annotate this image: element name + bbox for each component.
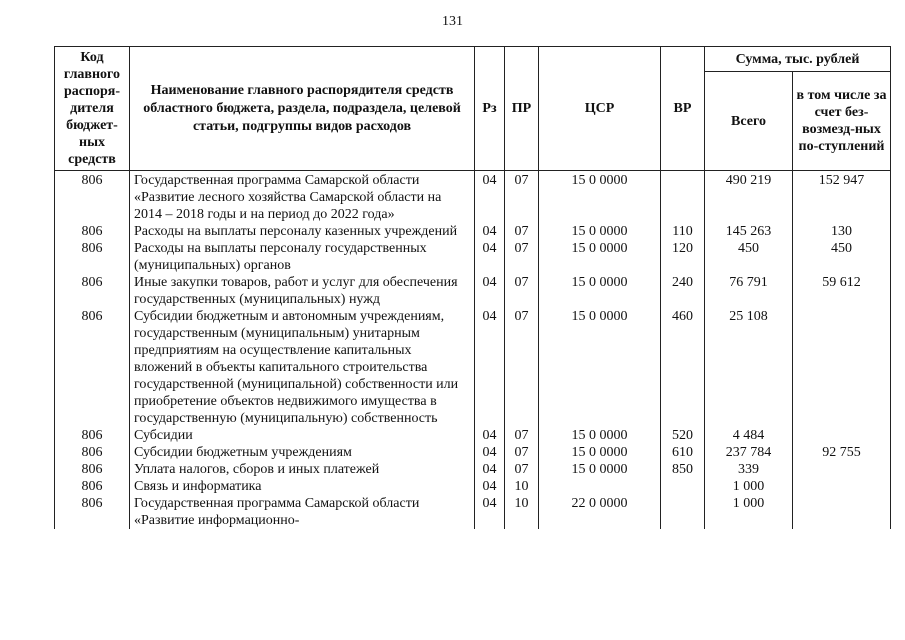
header-pr: ПР [505, 47, 539, 171]
header-sum-group: Сумма, тыс. рублей [705, 47, 891, 72]
row-total: 145 263 [705, 223, 793, 240]
row-rz: 04 [475, 495, 505, 529]
row-name: Уплата налогов, сборов и иных платежей [130, 461, 475, 478]
row-name: Иные закупки товаров, работ и услуг для обеспечения государственных (муниципальных) нужд [130, 274, 475, 308]
row-free [793, 427, 891, 444]
row-vr: 110 [661, 223, 705, 240]
row-pr: 07 [505, 274, 539, 308]
row-vr: 610 [661, 444, 705, 461]
row-name: Субсидии [130, 427, 475, 444]
row-pr: 07 [505, 308, 539, 427]
row-total: 490 219 [705, 171, 793, 224]
table-row [55, 478, 891, 495]
row-pr: 10 [505, 495, 539, 529]
row-code: 806 [55, 308, 130, 427]
row-total: 25 108 [705, 308, 793, 427]
row-pr: 07 [505, 461, 539, 478]
row-free: 92 755 [793, 444, 891, 461]
header-rz: Рз [475, 47, 505, 171]
table-row [55, 240, 891, 274]
row-pr: 07 [505, 444, 539, 461]
row-csr: 15 0 0000 [539, 171, 661, 224]
row-pr: 07 [505, 171, 539, 224]
row-name: Связь и информатика [130, 478, 475, 495]
row-vr: 460 [661, 308, 705, 427]
row-csr: 15 0 0000 [539, 223, 661, 240]
row-pr: 10 [505, 478, 539, 495]
table-row [55, 427, 891, 444]
header-sum-total: Всего [705, 72, 793, 171]
row-code: 806 [55, 427, 130, 444]
row-pr: 07 [505, 223, 539, 240]
row-name: Государственная программа Самарской области «Развитие информационно- [130, 495, 475, 529]
row-pr: 07 [505, 240, 539, 274]
header-csr: ЦСР [539, 47, 661, 171]
table-row [55, 274, 891, 308]
row-rz: 04 [475, 308, 505, 427]
row-vr [661, 171, 705, 224]
table-row [55, 171, 891, 224]
row-code: 806 [55, 274, 130, 308]
row-total: 1 000 [705, 478, 793, 495]
row-csr [539, 478, 661, 495]
row-total: 76 791 [705, 274, 793, 308]
row-csr: 22 0 0000 [539, 495, 661, 529]
row-rz: 04 [475, 171, 505, 224]
row-vr: 850 [661, 461, 705, 478]
row-csr: 15 0 0000 [539, 240, 661, 274]
header-sum-free: в том числе за счет без-возмезд-ных по-ступлений [793, 72, 891, 171]
row-code: 806 [55, 223, 130, 240]
row-code: 806 [55, 444, 130, 461]
row-code: 806 [55, 461, 130, 478]
row-code: 806 [55, 495, 130, 529]
row-code: 806 [55, 240, 130, 274]
table-row [55, 223, 891, 240]
header-vr: ВР [661, 47, 705, 171]
row-pr: 07 [505, 427, 539, 444]
row-rz: 04 [475, 240, 505, 274]
row-name: Субсидии бюджетным и автономным учреждениям, государственным (муниципальным) унитарным предприятиям на осуществление капитальных вложений в объекты капитального строительства государственной (муниципальной) собственности или приобретение объектов недвижимого имущества в государственную (муниципальную) собственность [130, 308, 475, 427]
row-total: 237 784 [705, 444, 793, 461]
row-csr: 15 0 0000 [539, 444, 661, 461]
table-row [55, 461, 891, 478]
row-code: 806 [55, 171, 130, 224]
row-vr [661, 495, 705, 529]
table-row [55, 495, 891, 529]
table-row [55, 444, 891, 461]
row-rz: 04 [475, 461, 505, 478]
row-csr: 15 0 0000 [539, 274, 661, 308]
row-free: 130 [793, 223, 891, 240]
budget-table [54, 46, 891, 529]
row-free: 59 612 [793, 274, 891, 308]
table-row [55, 308, 891, 427]
row-name: Субсидии бюджетным учреждениям [130, 444, 475, 461]
row-vr [661, 478, 705, 495]
row-csr: 15 0 0000 [539, 427, 661, 444]
table-body [55, 171, 891, 530]
row-name: Расходы на выплаты персоналу государственных (муниципальных) органов [130, 240, 475, 274]
row-free [793, 461, 891, 478]
page-number: 131 [442, 14, 463, 29]
row-name: Расходы на выплаты персоналу казенных учреждений [130, 223, 475, 240]
row-rz: 04 [475, 444, 505, 461]
row-free [793, 495, 891, 529]
row-vr: 120 [661, 240, 705, 274]
header-code: Код главного распоря-дителя бюджет-ных средств [55, 47, 130, 171]
row-csr: 15 0 0000 [539, 461, 661, 478]
row-rz: 04 [475, 274, 505, 308]
row-rz: 04 [475, 427, 505, 444]
row-free: 450 [793, 240, 891, 274]
row-rz: 04 [475, 223, 505, 240]
row-total: 4 484 [705, 427, 793, 444]
row-code: 806 [55, 478, 130, 495]
row-name: Государственная программа Самарской области «Развитие лесного хозяйства Самарской области на 2014 – 2018 годы и на период до 2022 года» [130, 171, 475, 224]
header-name: Наименование главного распорядителя средств областного бюджета, раздела, подраздела, целевой статьи, подгруппы видов расходов [130, 47, 475, 171]
row-rz: 04 [475, 478, 505, 495]
row-vr: 520 [661, 427, 705, 444]
row-free [793, 308, 891, 427]
table-header [55, 47, 891, 171]
row-total: 450 [705, 240, 793, 274]
row-csr: 15 0 0000 [539, 308, 661, 427]
row-free: 152 947 [793, 171, 891, 224]
row-free [793, 478, 891, 495]
row-vr: 240 [661, 274, 705, 308]
row-total: 339 [705, 461, 793, 478]
row-total: 1 000 [705, 495, 793, 529]
